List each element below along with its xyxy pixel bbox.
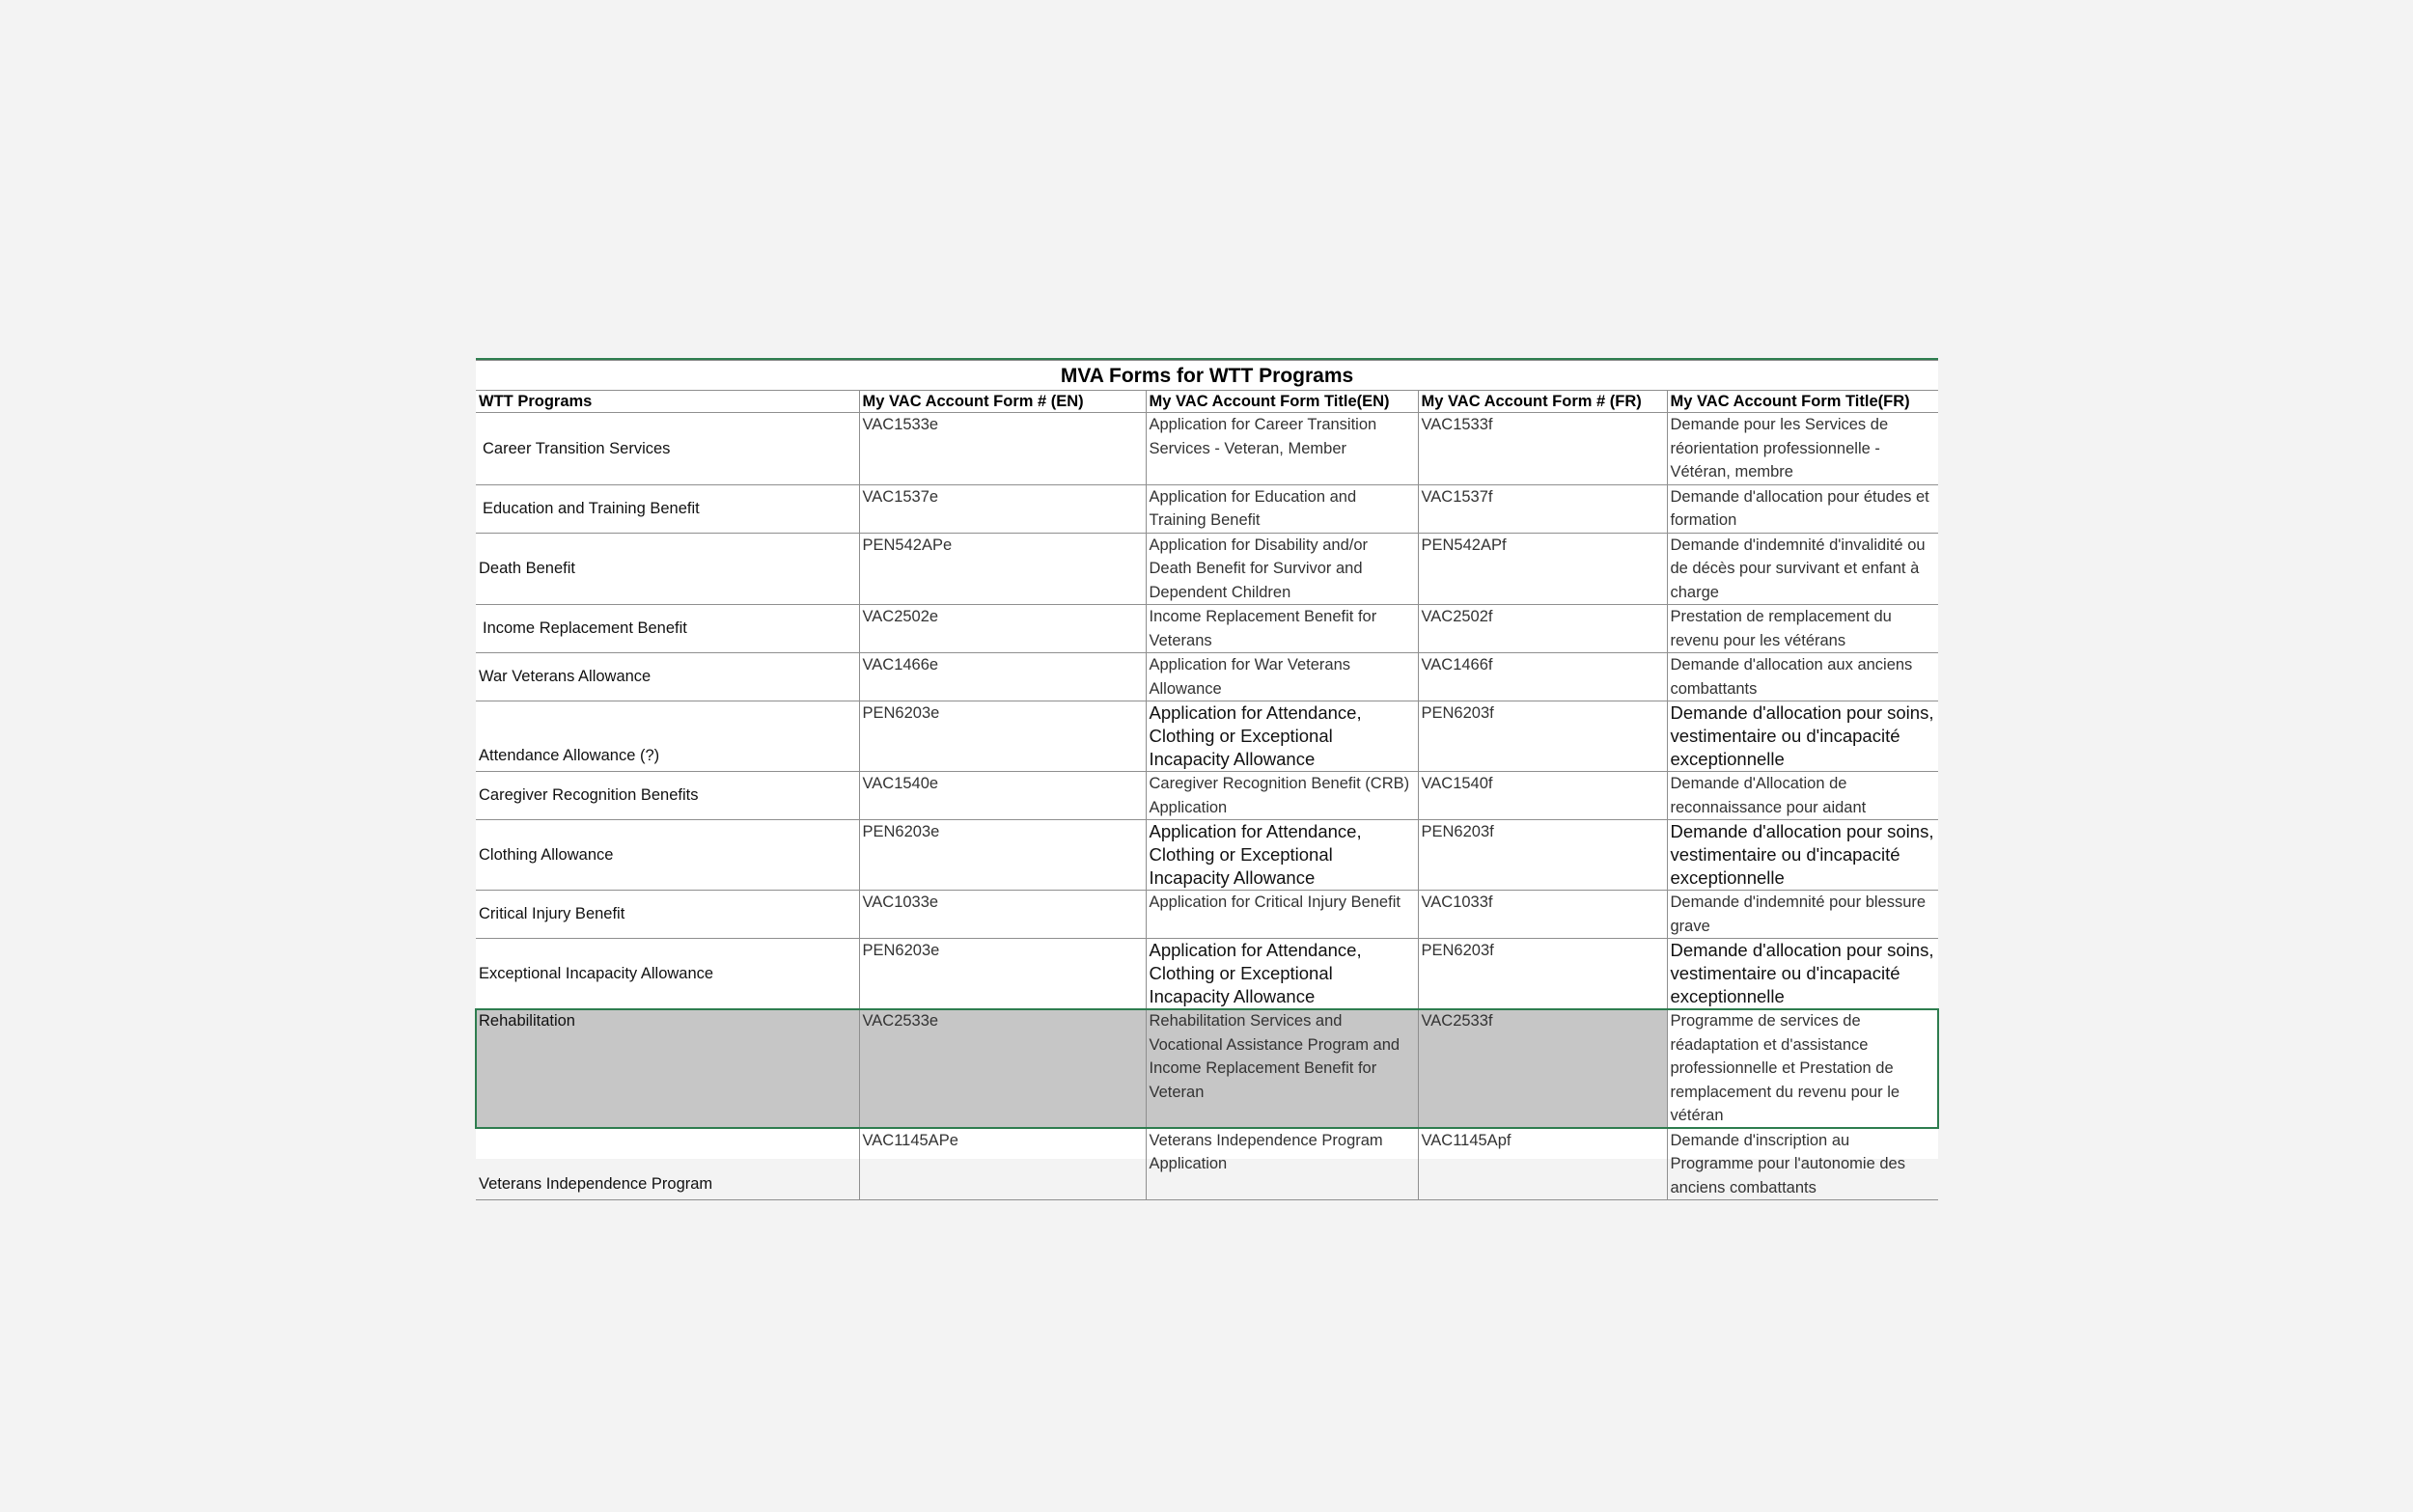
form-en-cell[interactable]: VAC1145APe: [859, 1128, 1146, 1200]
title-fr-cell[interactable]: Demande d'inscription au Programme pour l'autonomie des anciens combattants: [1667, 1128, 1938, 1200]
table-row: [476, 939, 1938, 1009]
header-cell-title-en[interactable]: My VAC Account Form Title(EN): [1146, 391, 1418, 413]
header-cell-form-en[interactable]: My VAC Account Form # (EN): [859, 391, 1146, 413]
title-en-cell[interactable]: Application for Disability and/or Death Benefit for Survivor and Dependent Children: [1146, 533, 1418, 605]
form-en-cell[interactable]: VAC1537e: [859, 484, 1146, 533]
program-cell[interactable]: Rehabilitation: [476, 1009, 859, 1129]
table-row-selected: [476, 1009, 1938, 1129]
title-en-cell[interactable]: Application for Attendance, Clothing or Exceptional Incapacity Allowance: [1146, 701, 1418, 772]
form-fr-cell[interactable]: PEN6203f: [1418, 701, 1667, 772]
program-cell[interactable]: Career Transition Services: [476, 413, 859, 485]
title-fr-cell[interactable]: Demande d'indemnité d'invalidité ou de décès pour survivant et enfant à charge: [1667, 533, 1938, 605]
form-en-cell[interactable]: PEN6203e: [859, 820, 1146, 891]
table-row: [476, 772, 1938, 820]
title-fr-cell[interactable]: Demande d'allocation pour soins, vestimentaire ou d'incapacité exceptionnelle: [1667, 701, 1938, 772]
title-en-cell[interactable]: Application for Education and Training Benefit: [1146, 484, 1418, 533]
program-cell[interactable]: Income Replacement Benefit: [476, 605, 859, 653]
title-fr-cell[interactable]: Demande d'allocation pour soins, vestimentaire ou d'incapacité exceptionnelle: [1667, 939, 1938, 1009]
title-fr-cell[interactable]: Demande d'allocation aux anciens combattants: [1667, 653, 1938, 701]
form-en-cell[interactable]: VAC2533e: [859, 1009, 1146, 1129]
form-fr-cell[interactable]: PEN6203f: [1418, 939, 1667, 1009]
form-en-cell[interactable]: VAC1533e: [859, 413, 1146, 485]
sheet-title[interactable]: MVA Forms for WTT Programs: [476, 361, 1938, 391]
title-fr-cell[interactable]: Demande d'allocation pour études et formation: [1667, 484, 1938, 533]
form-fr-cell[interactable]: PEN6203f: [1418, 820, 1667, 891]
program-cell[interactable]: Attendance Allowance (?): [476, 701, 859, 772]
form-en-cell[interactable]: PEN6203e: [859, 939, 1146, 1009]
program-cell[interactable]: Caregiver Recognition Benefits: [476, 772, 859, 820]
program-cell[interactable]: War Veterans Allowance: [476, 653, 859, 701]
title-en-cell[interactable]: Rehabilitation Services and Vocational Assistance Program and Income Replacement Benefit for Veteran: [1146, 1009, 1418, 1129]
form-fr-cell[interactable]: VAC2502f: [1418, 605, 1667, 653]
title-en-cell[interactable]: Application for Critical Injury Benefit: [1146, 891, 1418, 939]
title-fr-cell[interactable]: Demande d'Allocation de reconnaissance pour aidant: [1667, 772, 1938, 820]
program-cell[interactable]: Exceptional Incapacity Allowance: [476, 939, 859, 1009]
title-en-cell[interactable]: Veterans Independence Program Application: [1146, 1128, 1418, 1200]
program-cell[interactable]: Critical Injury Benefit: [476, 891, 859, 939]
form-fr-cell[interactable]: VAC1533f: [1418, 413, 1667, 485]
title-row: [476, 361, 1938, 391]
table-row: [476, 653, 1938, 701]
title-en-cell[interactable]: Application for Career Transition Services - Veteran, Member: [1146, 413, 1418, 485]
title-en-cell[interactable]: Caregiver Recognition Benefit (CRB) Application: [1146, 772, 1418, 820]
title-en-cell[interactable]: Application for War Veterans Allowance: [1146, 653, 1418, 701]
table-row: [476, 533, 1938, 605]
form-en-cell[interactable]: PEN542APe: [859, 533, 1146, 605]
form-en-cell[interactable]: VAC1540e: [859, 772, 1146, 820]
table-row: [476, 484, 1938, 533]
table-row: [476, 701, 1938, 772]
program-cell[interactable]: Death Benefit: [476, 533, 859, 605]
form-fr-cell[interactable]: PEN542APf: [1418, 533, 1667, 605]
title-fr-cell[interactable]: Programme de services de réadaptation et d'assistance professionnelle et Prestation de remplacement du revenu pour le vétéran: [1667, 1009, 1938, 1129]
header-cell-program[interactable]: WTT Programs: [476, 391, 859, 413]
title-fr-cell[interactable]: Demande pour les Services de réorientation professionnelle - Vétéran, membre: [1667, 413, 1938, 485]
title-en-cell[interactable]: Income Replacement Benefit for Veterans: [1146, 605, 1418, 653]
title-fr-cell[interactable]: Demande d'indemnité pour blessure grave: [1667, 891, 1938, 939]
form-fr-cell[interactable]: VAC1537f: [1418, 484, 1667, 533]
form-fr-cell[interactable]: VAC1033f: [1418, 891, 1667, 939]
forms-table: [476, 360, 1938, 1200]
form-fr-cell[interactable]: VAC1540f: [1418, 772, 1667, 820]
form-fr-cell[interactable]: VAC1145Apf: [1418, 1128, 1667, 1200]
table-row: [476, 1128, 1938, 1200]
header-cell-form-fr[interactable]: My VAC Account Form # (FR): [1418, 391, 1667, 413]
form-en-cell[interactable]: VAC1466e: [859, 653, 1146, 701]
table-row: [476, 413, 1938, 485]
program-cell[interactable]: Education and Training Benefit: [476, 484, 859, 533]
form-fr-cell[interactable]: VAC1466f: [1418, 653, 1667, 701]
header-cell-title-fr[interactable]: My VAC Account Form Title(FR): [1667, 391, 1938, 413]
form-en-cell[interactable]: VAC2502e: [859, 605, 1146, 653]
form-en-cell[interactable]: VAC1033e: [859, 891, 1146, 939]
form-fr-cell[interactable]: VAC2533f: [1418, 1009, 1667, 1129]
table-row: [476, 820, 1938, 891]
form-en-cell[interactable]: PEN6203e: [859, 701, 1146, 772]
program-cell[interactable]: Clothing Allowance: [476, 820, 859, 891]
title-fr-cell[interactable]: Demande d'allocation pour soins, vestimentaire ou d'incapacité exceptionnelle: [1667, 820, 1938, 891]
title-en-cell[interactable]: Application for Attendance, Clothing or Exceptional Incapacity Allowance: [1146, 939, 1418, 1009]
title-fr-cell[interactable]: Prestation de remplacement du revenu pour les vétérans: [1667, 605, 1938, 653]
program-cell[interactable]: Veterans Independence Program: [476, 1128, 859, 1200]
table-row: [476, 891, 1938, 939]
table-row: [476, 605, 1938, 653]
title-en-cell[interactable]: Application for Attendance, Clothing or Exceptional Incapacity Allowance: [1146, 820, 1418, 891]
spreadsheet: [476, 358, 1938, 1196]
header-row: [476, 391, 1938, 413]
